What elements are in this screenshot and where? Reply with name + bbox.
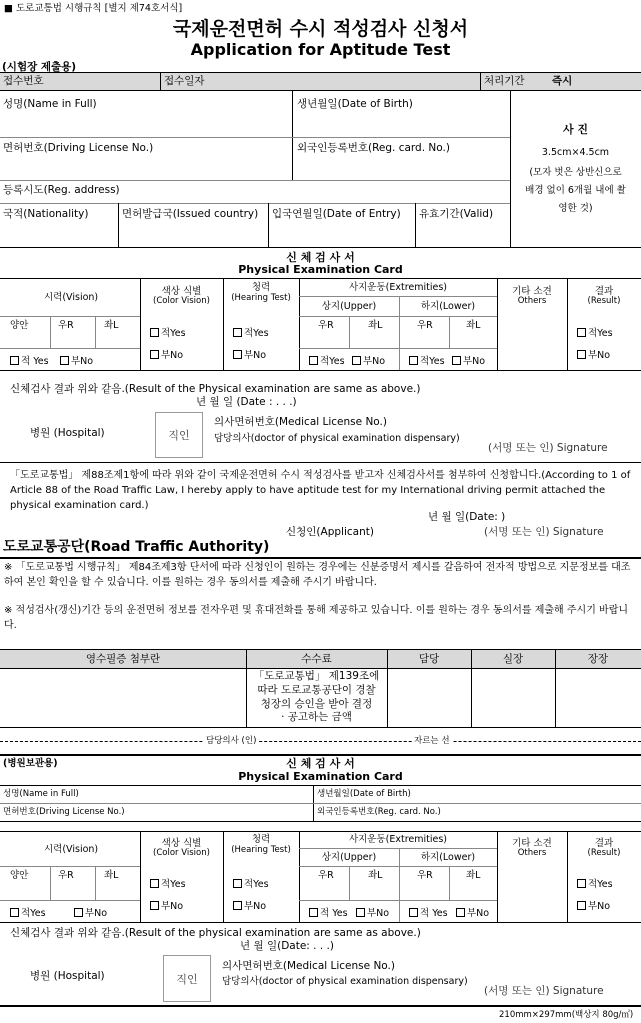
photo-instruction-2: 배경 없이 6개월 내에 촬	[525, 185, 626, 196]
hospital-lower-yes-checkbox[interactable]: 적 Yes	[409, 908, 448, 919]
hospital-license-field[interactable]: 면허번호(Driving License No.)	[3, 807, 125, 817]
hospital-doctor-signature[interactable]: (서명 또는 인) Signature	[484, 985, 604, 997]
exam-date-line[interactable]: 년 월 일 (Date : . . .)	[196, 396, 297, 408]
hearing-header: 청력	[251, 282, 271, 293]
hospital-hearing-header: 청력	[251, 834, 271, 845]
hospital-exam-date-line[interactable]: 년 월 일(Date: . . .)	[240, 940, 334, 952]
vision-right-label: 우R	[58, 320, 74, 331]
medical-license-field[interactable]: 의사면허번호(Medical License No.)	[214, 416, 387, 428]
fee-description-2: 따라 도로교통공단이 경찰	[257, 684, 376, 696]
upper-yes-checkbox[interactable]: 적Yes	[309, 356, 345, 367]
color-vision-header-en: (Color Vision)	[153, 296, 210, 306]
extremities-header: 사지운동(Extremities)	[348, 282, 448, 293]
submit-note: (시험장 제출용)	[2, 61, 77, 73]
lower-yes-checkbox[interactable]: 적Yes	[409, 356, 445, 367]
vision-header: 시력(Vision)	[44, 292, 99, 303]
name-field[interactable]: 성명(Name in Full)	[3, 98, 97, 110]
hospital-upper-yes-checkbox[interactable]: 적 Yes	[309, 908, 348, 919]
receipt-number-label: 접수번호	[3, 75, 44, 87]
others-header: 기타 소견	[512, 286, 552, 297]
hospital-result-header: 결과	[594, 838, 614, 849]
paper-spec-footer: 210mm×297mm(백상지 80g/㎡)	[499, 1010, 634, 1020]
result-no-checkbox[interactable]: 부No	[577, 350, 610, 361]
hospital-vision-left-label: 좌L	[104, 870, 119, 881]
lower-no-checkbox[interactable]: 부No	[452, 356, 485, 367]
cut-doctor-seal-label: 담당의사 (인)	[206, 736, 257, 746]
examining-doctor-field[interactable]: 담당의사(doctor of physical examination dispensary)	[214, 433, 460, 444]
color-vision-no-checkbox[interactable]: 부No	[150, 350, 183, 361]
hospital-vision-right-label: 우R	[58, 870, 74, 881]
declaration-text: 「도로교통법」 제88조제1항에 따라 위와 같이 국제운전면허 수시 적성검사를 받고자 신체검사서를 첨부하여 신청합니다.(According to 1 of Article 88 of the Road Traffic Law, I hereby apply to have aptitude test for my International driving permit attached the physical examination card.)	[10, 470, 631, 511]
photo-instruction-1: (모자 벗은 상반신으로	[529, 167, 622, 178]
hearing-no-checkbox[interactable]: 부No	[233, 350, 266, 361]
hospital-vision-both-label: 양안	[10, 870, 29, 881]
director-header: 장장	[587, 653, 609, 665]
photo-size: 3.5cm×4.5cm	[541, 147, 610, 158]
declaration-date[interactable]: 년 월 일(Date: )	[428, 511, 506, 523]
hospital-reg-card-field[interactable]: 외국인등록번호(Reg. card. No.)	[317, 807, 441, 817]
hospital-name-field[interactable]: 성명(Name in Full)	[3, 789, 79, 799]
hospital-result-header-en: (Result)	[587, 848, 621, 858]
result-header: 결과	[594, 286, 614, 297]
hospital-upper-no-checkbox[interactable]: 부No	[356, 908, 389, 919]
upper-right-label: 우R	[318, 320, 334, 331]
cut-line-label: 자르는 선	[414, 736, 450, 746]
hospital-lower-no-checkbox[interactable]: 부No	[456, 908, 489, 919]
notice-fingerprint: ※ 「도로교통법 시행규칙」 제84조제3항 단서에 따라 신청인이 원하는 경우에는 신분증명서 제시를 갈음하여 전자적 방법으로 지문정보를 대조하여 본인 확인을 할 수 있습니다. 이를 원하는 경우 동의서를 제출해 주시기 바랍니다.	[4, 562, 631, 588]
doctor-signature[interactable]: (서명 또는 인) Signature	[488, 442, 608, 454]
exam-statement: 신체검사 결과 위와 같음.(Result of the Physical examination are same as above.)	[10, 383, 421, 395]
date-of-birth-field[interactable]: 생년월일(Date of Birth)	[297, 98, 413, 110]
receipt-attachment-header: 영수필증 첨부란	[85, 653, 161, 665]
photo-label: 사 진	[562, 123, 589, 136]
fee-description-3: 청장의 승인을 받아 결정	[260, 698, 373, 710]
color-vision-yes-checkbox[interactable]: 적Yes	[150, 328, 186, 339]
hospital-label: 병원 (Hospital)	[30, 427, 105, 439]
lower-left-label: 좌L	[466, 320, 481, 331]
hospital-upper-left-label: 좌L	[368, 870, 383, 881]
processing-period-value: 즉시	[552, 75, 573, 87]
hospital-result-no-checkbox[interactable]: 부No	[577, 901, 610, 912]
hospital-vision-no-checkbox[interactable]: 부No	[74, 908, 107, 919]
upper-limb-header: 상지(Upper)	[321, 301, 377, 312]
vision-both-label: 양안	[10, 320, 29, 331]
license-number-field[interactable]: 면허번호(Driving License No.)	[3, 142, 154, 154]
hospital-extremities-header: 사지운동(Extremities)	[348, 834, 448, 845]
fee-description-4: · 공고하는 금액	[281, 711, 352, 723]
staff-header: 담당	[418, 653, 440, 665]
hospital-color-vision-no-checkbox[interactable]: 부No	[150, 901, 183, 912]
lower-right-label: 우R	[417, 320, 433, 331]
hospital-color-vision-header: 색상 식별	[161, 838, 202, 849]
processing-period-label: 처리기간	[484, 75, 525, 87]
hospital-lower-limb-header: 하지(Lower)	[420, 852, 476, 863]
exam-title-en: Physical Examination Card	[238, 263, 403, 276]
valid-period-field[interactable]: 유효기간(Valid)	[419, 208, 494, 220]
official-seal-box: 직인	[155, 412, 203, 458]
manager-header: 실장	[502, 653, 524, 665]
form-reference: ■ 도로교통법 시행규칙 [별지 제74호서식]	[4, 3, 183, 14]
issued-country-field[interactable]: 면허발급국(Issued country)	[122, 208, 259, 220]
upper-no-checkbox[interactable]: 부No	[352, 356, 385, 367]
receipt-date-label: 접수일자	[164, 75, 205, 87]
nationality-field[interactable]: 국적(Nationality)	[3, 208, 89, 220]
applicant-signature[interactable]: (서명 또는 인) Signature	[484, 526, 604, 538]
result-header-en: (Result)	[587, 296, 621, 306]
hospital-hearing-no-checkbox[interactable]: 부No	[233, 901, 266, 912]
hospital-exam-title-en: Physical Examination Card	[238, 770, 403, 783]
hearing-yes-checkbox[interactable]: 적Yes	[233, 328, 269, 339]
hospital-hearing-header-en: (Hearing Test)	[231, 845, 291, 855]
vision-left-label: 좌L	[104, 320, 119, 331]
hospital-color-vision-yes-checkbox[interactable]: 적Yes	[150, 879, 186, 890]
cut-line	[0, 741, 641, 742]
hospital-lower-left-label: 좌L	[466, 870, 481, 881]
fee-description-1: 「도로교통법」 제139조에	[253, 670, 380, 682]
color-vision-header: 색상 식별	[161, 286, 202, 297]
hospital-official-seal-box: 직인	[163, 955, 211, 1002]
result-yes-checkbox[interactable]: 적Yes	[577, 328, 613, 339]
applicant-label: 신청인(Applicant)	[286, 526, 374, 538]
hospital-others-header-en: Others	[517, 848, 547, 858]
hospital-result-yes-checkbox[interactable]: 적Yes	[577, 879, 613, 890]
hospital-upper-right-label: 우R	[318, 870, 334, 881]
registration-card-field[interactable]: 외국인등록번호(Reg. card. No.)	[297, 142, 450, 154]
exam-title-ko: 신 체 검 사 서	[286, 251, 355, 264]
vision-no-checkbox[interactable]: 부No	[60, 356, 93, 367]
lower-limb-header: 하지(Lower)	[420, 301, 476, 312]
entry-date-field[interactable]: 입국연월일(Date of Entry)	[272, 208, 401, 220]
hearing-header-en: (Hearing Test)	[231, 293, 291, 303]
fee-header: 수수료	[301, 653, 332, 665]
hospital-others-header: 기타 소견	[512, 838, 552, 849]
hospital-exam-title-ko: 신 체 검 사 서	[286, 757, 355, 770]
others-header-en: Others	[517, 296, 547, 306]
hospital-upper-limb-header: 상지(Upper)	[321, 852, 377, 863]
hospital-hospital-label: 병원 (Hospital)	[30, 970, 105, 982]
vision-yes-checkbox[interactable]: 적 Yes	[10, 356, 49, 367]
upper-left-label: 좌L	[368, 320, 383, 331]
photo-instruction-3: 영한 것)	[558, 203, 593, 214]
hospital-dob-field[interactable]: 생년월일(Date of Birth)	[317, 789, 411, 799]
form-title-ko: 국제운전면허 수시 적성검사 신청서	[172, 18, 469, 40]
hospital-copy-label: (병원보관용)	[3, 758, 58, 769]
notice-email-sms: ※ 적성검사(갱신)기간 등의 운전면허 정보를 전자우편 및 휴대전화를 통해 제공하고 있습니다. 이를 원하는 경우 동의서를 제출해 주시기 바랍니다.	[4, 605, 629, 631]
hospital-lower-right-label: 우R	[417, 870, 433, 881]
hospital-hearing-yes-checkbox[interactable]: 적Yes	[233, 879, 269, 890]
hospital-medical-license-field[interactable]: 의사면허번호(Medical License No.)	[222, 960, 395, 972]
hospital-vision-header: 시력(Vision)	[44, 844, 99, 855]
authority-name: 도로교통공단(Road Traffic Authority)	[3, 539, 270, 555]
form-title-en: Application for Aptitude Test	[190, 40, 451, 59]
registered-address-field[interactable]: 등록시도(Reg. address)	[3, 184, 120, 196]
hospital-examining-doctor-field[interactable]: 담당의사(doctor of physical examination dispensary)	[222, 976, 468, 987]
hospital-color-vision-header-en: (Color Vision)	[153, 848, 210, 858]
hospital-vision-yes-checkbox[interactable]: 적Yes	[10, 908, 46, 919]
hospital-exam-statement: 신체검사 결과 위와 같음.(Result of the physical examination are same as above.)	[10, 927, 421, 939]
